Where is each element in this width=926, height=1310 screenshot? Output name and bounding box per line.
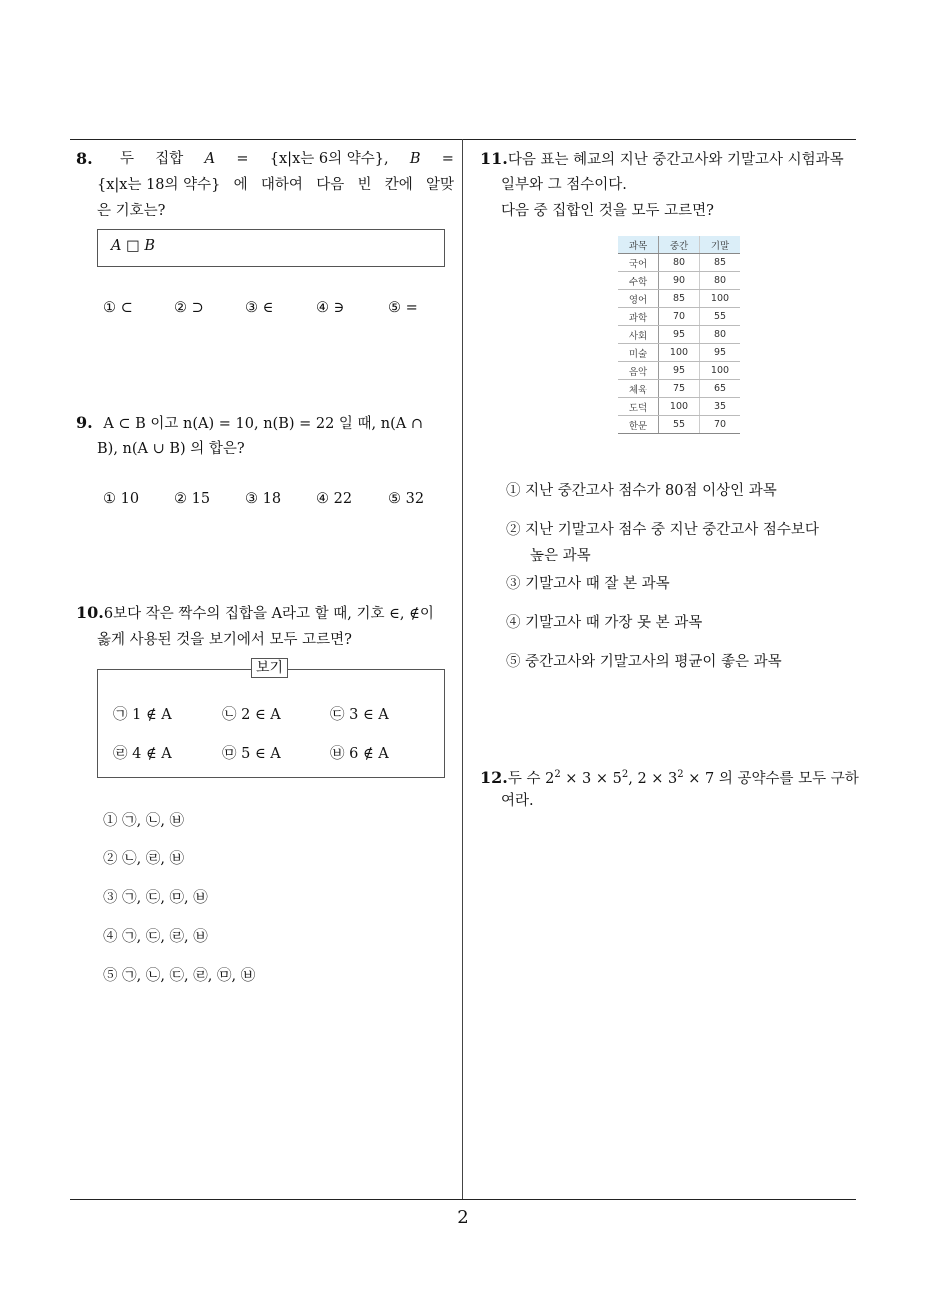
q8-box-text: A □ B <box>111 238 156 254</box>
cell-subject: 체육 <box>618 380 659 398</box>
q8-word: A <box>204 151 216 167</box>
q8-choice-5[interactable]: ⑤ = <box>388 300 418 316</box>
cell-midterm: 70 <box>659 308 700 326</box>
cell-final: 80 <box>700 272 741 290</box>
score-table-row <box>618 326 740 344</box>
q11-line-2: 일부와 그 점수이다. <box>501 177 627 193</box>
q8-word: = <box>236 151 249 167</box>
cell-final: 65 <box>700 380 741 398</box>
cell-midterm: 85 <box>659 290 700 308</box>
cell-subject: 음악 <box>618 362 659 380</box>
q10-choice-1[interactable]: ① ㉠, ㉡, ㉥ <box>103 813 185 829</box>
cell-final: 100 <box>700 362 741 380</box>
q8-choice-2[interactable]: ② ⊃ <box>174 300 204 316</box>
q9-line-1-text: A ⊂ B 이고 n(A) = 10, n(B) = 22 일 때, n(A ∩ <box>103 416 424 432</box>
q11-line-1-text: 다음 표는 혜교의 지난 중간고사와 기말고사 시험과목 <box>507 152 844 168</box>
q8-word: 대하여 <box>260 177 303 193</box>
cell-subject: 영어 <box>618 290 659 308</box>
q10-number: 10. <box>76 603 104 622</box>
bottom-rule <box>70 1199 856 1200</box>
bogi-item-6: ㉥ 6 ∉ A <box>330 746 389 762</box>
header-subject: 과목 <box>618 236 659 254</box>
q8-word: 집합 <box>155 151 184 167</box>
cell-midterm: 95 <box>659 326 700 344</box>
score-table-row <box>618 290 740 308</box>
q9-line-2: B), n(A ∪ B) 의 합은? <box>97 441 245 457</box>
q8-number: 8. <box>76 149 93 168</box>
q10-bogi-box <box>97 669 445 778</box>
bogi-item-5: ㉤ 5 ∈ A <box>222 746 281 762</box>
cell-subject: 수학 <box>618 272 659 290</box>
q11-line-3: 다음 중 집합인 것을 모두 고르면? <box>501 203 714 219</box>
top-rule <box>70 139 856 140</box>
q12-line-2: 여라. <box>501 793 534 809</box>
column-divider <box>462 139 463 1200</box>
q11-option-2[interactable]: ② 지난 기말고사 점수 중 지난 중간고사 점수보다 <box>506 522 819 538</box>
cell-final: 100 <box>700 290 741 308</box>
cell-subject: 과학 <box>618 308 659 326</box>
q8-choice-1[interactable]: ① ⊂ <box>103 300 133 316</box>
q10-choice-4[interactable]: ④ ㉠, ㉢, ㉣, ㉥ <box>103 929 208 945</box>
q8-choice-3[interactable]: ③ ∈ <box>245 300 274 316</box>
score-table-header <box>618 236 740 254</box>
q11-option-5[interactable]: ⑤ 중간고사와 기말고사의 평균이 좋은 과목 <box>506 654 782 670</box>
header-final: 기말 <box>700 236 741 254</box>
bogi-item-4: ㉣ 4 ∉ A <box>113 746 172 762</box>
cell-subject: 도덕 <box>618 398 659 416</box>
q12-exponent: 2 <box>554 769 561 780</box>
bogi-item-2: ㉡ 2 ∈ A <box>222 707 281 723</box>
q10-line-2: 옳게 사용된 것을 보기에서 모두 고르면? <box>97 632 352 648</box>
cell-subject: 사회 <box>618 326 659 344</box>
q8-word: 알맞 <box>425 177 454 193</box>
cell-subject: 한문 <box>618 416 659 434</box>
cell-midterm: 95 <box>659 362 700 380</box>
cell-final: 95 <box>700 344 741 362</box>
q11-number: 11. <box>480 149 508 168</box>
score-table-row <box>618 272 740 290</box>
q8-word: B <box>409 151 421 167</box>
q10-line-1-text: 6보다 작은 짝수의 집합을 A라고 할 때, 기호 ∈, ∉이 <box>103 606 434 622</box>
q11-option-4[interactable]: ④ 기말고사 때 가장 못 본 과목 <box>506 615 703 631</box>
q11-option-2-continued: 높은 과목 <box>530 548 591 564</box>
cell-subject: 국어 <box>618 254 659 272</box>
cell-final: 55 <box>700 308 741 326</box>
q8-line-1 <box>76 146 454 172</box>
cell-midterm: 100 <box>659 398 700 416</box>
cell-midterm: 55 <box>659 416 700 434</box>
score-table-row <box>618 380 740 398</box>
cell-midterm: 90 <box>659 272 700 290</box>
header-midterm: 중간 <box>659 236 700 254</box>
q10-choice-5[interactable]: ⑤ ㉠, ㉡, ㉢, ㉣, ㉤, ㉥ <box>103 968 256 984</box>
q12-text-b: × 3 × 5 <box>560 770 622 787</box>
q8-set-b: {x|x는 18의 약수} <box>97 177 221 193</box>
q12-number: 12. <box>480 767 508 787</box>
q10-line-1 <box>76 600 456 627</box>
q11-option-3[interactable]: ③ 기말고사 때 잘 본 과목 <box>506 576 670 592</box>
q8-line-3: 은 기호는? <box>97 203 166 219</box>
q8-word: 빈 <box>357 177 372 193</box>
score-table-row <box>618 362 740 380</box>
q12-exponent: 2 <box>677 769 684 780</box>
cell-final: 70 <box>700 416 741 434</box>
cell-midterm: 100 <box>659 344 700 362</box>
q9-line-1 <box>76 410 456 437</box>
q8-choice-4[interactable]: ④ ∋ <box>316 300 345 316</box>
q8-line-2 <box>97 172 454 198</box>
bogi-item-1: ㉠ 1 ∉ A <box>113 707 172 723</box>
bogi-label: 보기 <box>251 658 288 678</box>
q12-text-a: 두 수 2 <box>507 770 555 787</box>
q9-choice-2[interactable]: ② 15 <box>174 491 211 507</box>
score-table-row <box>618 416 740 434</box>
q11-line-1 <box>480 146 860 173</box>
score-table-row <box>618 398 740 416</box>
cell-final: 80 <box>700 326 741 344</box>
q10-choice-2[interactable]: ② ㉡, ㉣, ㉥ <box>103 851 185 867</box>
page-number: 2 <box>457 1207 469 1228</box>
score-table-row <box>618 254 740 272</box>
score-table-row <box>618 344 740 362</box>
bogi-item-3: ㉢ 3 ∈ A <box>330 707 389 723</box>
cell-midterm: 80 <box>659 254 700 272</box>
cell-final: 85 <box>700 254 741 272</box>
q8-answer-box <box>97 229 445 267</box>
score-table-row <box>618 308 740 326</box>
q9-choice-5[interactable]: ⑤ 32 <box>388 491 425 507</box>
q10-choice-3[interactable]: ③ ㉠, ㉢, ㉤, ㉥ <box>103 890 208 906</box>
score-table <box>618 236 740 434</box>
q8-set-a: {x|x는 6의 약수}, <box>269 151 389 167</box>
q9-choice-3[interactable]: ③ 18 <box>245 491 282 507</box>
q9-choice-4[interactable]: ④ 22 <box>316 491 353 507</box>
cell-final: 35 <box>700 398 741 416</box>
q8-word: 다음 <box>316 177 345 193</box>
q8-word: 칸에 <box>384 177 413 193</box>
q8-word: 두 <box>119 151 134 167</box>
cell-subject: 미술 <box>618 344 659 362</box>
q8-word: 에 <box>233 177 248 193</box>
q9-choice-1[interactable]: ① 10 <box>103 491 140 507</box>
q12-line-1 <box>480 762 860 792</box>
q11-option-1[interactable]: ① 지난 중간고사 점수가 80점 이상인 과목 <box>506 483 777 499</box>
cell-midterm: 75 <box>659 380 700 398</box>
q12-exponent: 2 <box>621 769 629 780</box>
q8-word: = <box>441 151 454 167</box>
q12-text-c: , 2 × 3 <box>628 770 678 787</box>
q12-text-d: × 7 의 공약수를 모두 구하 <box>683 770 859 787</box>
q9-number: 9. <box>76 413 93 432</box>
